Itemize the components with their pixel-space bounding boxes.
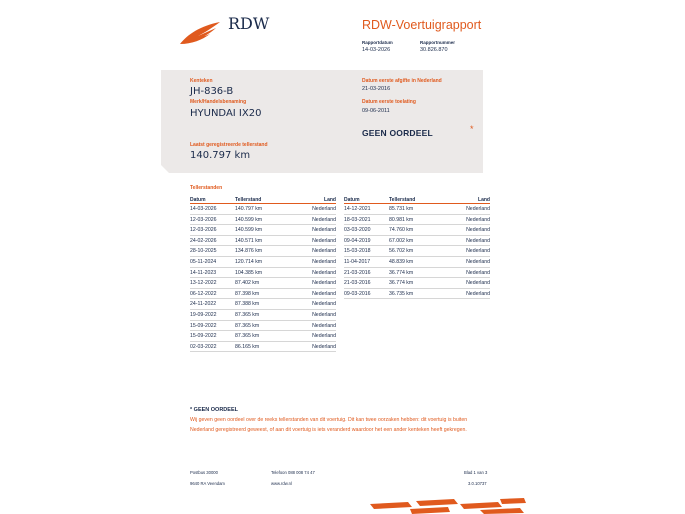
reading-country: Nederland	[312, 206, 336, 212]
reading-date: 09-04-2019	[344, 237, 371, 244]
reading-value: 87.365 km	[235, 322, 260, 329]
first-reg-nl-label: Datum eerste afgifte in Nederland	[362, 78, 442, 84]
reading-value: 120.714 km	[235, 258, 263, 265]
table-row	[190, 236, 336, 247]
table-header	[190, 195, 336, 204]
report-number-label: Rapportnummer	[420, 40, 456, 45]
reading-date: 05-11-2024	[190, 258, 217, 265]
first-reg-nl-date: 21-03-2016	[362, 86, 391, 92]
reading-country: Nederland	[312, 343, 336, 350]
table-row	[190, 331, 336, 342]
table-row	[190, 204, 336, 215]
reading-value: 36.774 km	[389, 280, 414, 287]
footnote-text: Wij geven geen oordeel over de reeks tellerstanden van dit voertuig. Dit kan twee oorzaken hebben: dit voertuig is buiten Nederland geregistreerd geweest, of aan dit voertuig is iets veranderd waardoor het een ander kenteken heeft gekregen.	[190, 417, 468, 433]
reading-date: 13-12-2022	[190, 280, 217, 287]
table-row	[344, 268, 490, 279]
header-date: Datum	[344, 197, 360, 203]
table-row	[190, 215, 336, 226]
table-row	[344, 204, 490, 215]
table-row	[190, 342, 336, 353]
reading-date: 14-12-2021	[344, 206, 371, 212]
reading-date: 11-04-2017	[344, 258, 371, 265]
verdict-asterisk: *	[470, 124, 474, 134]
reading-date: 14-03-2026	[190, 206, 217, 212]
table-header	[344, 195, 490, 204]
reading-date: 09-03-2016	[344, 290, 371, 297]
reading-date: 18-03-2021	[344, 216, 371, 223]
report-title: RDW-Voertuigrapport	[362, 18, 482, 32]
table-row	[344, 246, 490, 257]
reading-country: Nederland	[312, 269, 336, 276]
header-country: Land	[324, 197, 336, 203]
footer-po-box: Postbus 30000	[190, 470, 218, 475]
table-row	[190, 268, 336, 279]
plate-number: JH-836-B	[190, 86, 234, 97]
reading-country: Nederland	[466, 237, 490, 244]
first-admission-label: Datum eerste toelating	[362, 99, 416, 105]
reading-date: 12-03-2026	[190, 216, 217, 223]
table-row	[190, 278, 336, 289]
reading-country: Nederland	[312, 248, 336, 255]
reading-country: Nederland	[466, 290, 490, 297]
reading-value: 85.731 km	[389, 206, 414, 212]
odometer-label: Laatst geregistreerde tellerstand	[190, 142, 268, 148]
reading-value: 56.702 km	[389, 248, 414, 255]
reading-value: 36.735 km	[389, 290, 414, 297]
footer-city: 9640 RA Veendam	[190, 481, 225, 486]
table-row	[190, 289, 336, 300]
reading-value: 87.388 km	[235, 301, 260, 308]
reading-date: 06-12-2022	[190, 290, 217, 297]
reading-country: Nederland	[312, 216, 336, 223]
brand-name: RDW	[228, 14, 270, 33]
reading-country: Nederland	[312, 301, 336, 308]
reading-date: 21-03-2016	[344, 269, 371, 276]
reading-country: Nederland	[312, 237, 336, 244]
footer-website[interactable]: www.rdw.nl	[271, 481, 292, 486]
reading-value: 36.774 km	[389, 269, 414, 276]
reading-value: 140.797 km	[235, 206, 263, 212]
reading-country: Nederland	[466, 269, 490, 276]
reading-value: 87.365 km	[235, 333, 260, 340]
reading-date: 15-09-2022	[190, 322, 217, 329]
report-date: 14-03-2026	[362, 47, 391, 53]
reading-date: 02-03-2022	[190, 343, 217, 350]
table-row	[190, 299, 336, 310]
footnote-title: * GEEN OORDEEL	[190, 407, 238, 413]
footer-phone: Telefoon 088 008 74 47	[271, 470, 315, 475]
reading-value: 87.365 km	[235, 311, 260, 318]
footer-page-number: Blad 1 van 3	[464, 470, 488, 475]
table-row	[190, 321, 336, 332]
reading-date: 12-03-2026	[190, 227, 217, 234]
reading-date: 15-09-2022	[190, 333, 217, 340]
vehicle-model: HYUNDAI IX20	[190, 108, 262, 119]
reading-value: 74.760 km	[389, 227, 414, 234]
model-label: Merk/Handelsbenaming	[190, 99, 247, 105]
table-row	[344, 236, 490, 247]
reading-date: 03-03-2020	[344, 227, 371, 234]
reading-date: 24-02-2026	[190, 237, 217, 244]
readings-table-right	[344, 195, 490, 299]
reading-date: 24-11-2022	[190, 301, 217, 308]
reading-country: Nederland	[466, 258, 490, 265]
header-country: Land	[478, 197, 490, 203]
rdw-logo-icon	[178, 20, 222, 46]
readings-title: Tellerstanden	[190, 185, 223, 191]
table-row	[344, 225, 490, 236]
reading-country: Nederland	[312, 311, 336, 318]
reading-value: 80.981 km	[389, 216, 414, 223]
reading-value: 48.839 km	[389, 258, 414, 265]
table-row	[344, 257, 490, 268]
decorative-stripes-icon	[370, 498, 526, 514]
readings-table-left	[190, 195, 336, 352]
reading-date: 15-03-2018	[344, 248, 371, 255]
reading-country: Nederland	[312, 322, 336, 329]
reading-country: Nederland	[312, 227, 336, 234]
reading-country: Nederland	[466, 227, 490, 234]
table-row	[344, 278, 490, 289]
header-reading: Tellerstand	[235, 197, 262, 203]
first-admission-date: 09-06-2011	[362, 108, 390, 114]
header-reading: Tellerstand	[389, 197, 416, 203]
reading-value: 86.165 km	[235, 343, 260, 350]
reading-date: 14-11-2023	[190, 269, 217, 276]
report-date-label: Rapportdatum	[362, 40, 393, 45]
reading-country: Nederland	[312, 258, 336, 265]
reading-country: Nederland	[466, 216, 490, 223]
footer-doc-code: 3.0.10737	[468, 481, 487, 486]
table-row	[344, 289, 490, 300]
reading-value: 67.002 km	[389, 237, 414, 244]
verdict-text: GEEN OORDEEL	[362, 128, 433, 138]
reading-country: Nederland	[466, 280, 490, 287]
reading-value: 87.402 km	[235, 280, 260, 287]
table-row	[190, 225, 336, 236]
table-row	[190, 310, 336, 321]
header-date: Datum	[190, 197, 206, 203]
reading-country: Nederland	[312, 290, 336, 297]
table-row	[190, 246, 336, 257]
reading-date: 21-03-2016	[344, 280, 371, 287]
report-number: 30.826.870	[420, 47, 448, 53]
reading-date: 19-09-2022	[190, 311, 217, 318]
reading-value: 87.398 km	[235, 290, 260, 297]
reading-country: Nederland	[466, 206, 490, 212]
table-row	[190, 257, 336, 268]
odometer-value: 140.797 km	[190, 150, 251, 161]
reading-value: 140.599 km	[235, 216, 263, 223]
reading-value: 140.599 km	[235, 227, 263, 234]
reading-country: Nederland	[312, 333, 336, 340]
table-row	[344, 215, 490, 226]
reading-country: Nederland	[466, 248, 490, 255]
reading-country: Nederland	[312, 280, 336, 287]
reading-value: 140.571 km	[235, 237, 263, 244]
reading-value: 104.385 km	[235, 269, 263, 276]
plate-label: Kenteken	[190, 78, 213, 84]
reading-date: 28-10-2025	[190, 248, 217, 255]
reading-value: 134.876 km	[235, 248, 263, 255]
